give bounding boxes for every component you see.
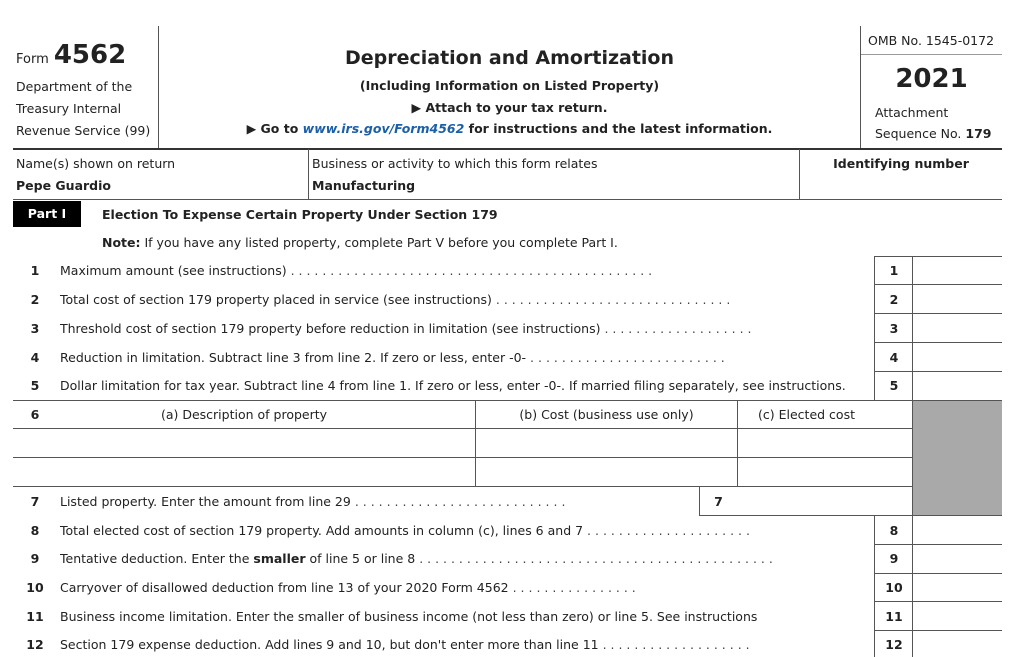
- identifying-number-label: Identifying number: [833, 156, 969, 171]
- dot-leader: . . . . . . . . . . . . . . . . . . .: [602, 637, 750, 652]
- line-2-amount[interactable]: [913, 285, 1002, 313]
- line-7-text: [60, 494, 565, 509]
- line-number: 9: [30, 551, 40, 566]
- dot-leader: . . . . . . . . . . . . . . . . . . . . . . . . .: [530, 350, 725, 365]
- line-number: 2: [30, 292, 40, 307]
- dept-line3: Revenue Service (99): [16, 123, 151, 138]
- dot-leader: . . . . . . . . . . . . . . . . . . . . .: [587, 523, 750, 538]
- line-9-amount[interactable]: [913, 545, 1002, 573]
- line-8-text: [60, 523, 750, 538]
- line-label: Threshold cost of section 179 property before reduction in limitation (see instructions): [60, 321, 601, 336]
- dot-leader: . . . . . . . . . . . . . . . . . . .: [604, 321, 752, 336]
- line-11-text: Business income limitation. Enter the smaller of business income (not less than zero) or line 5. See instructions: [60, 609, 758, 624]
- name-label: Name(s) shown on return: [16, 156, 176, 171]
- line-1-text: [60, 263, 652, 278]
- goto-suffix: for instructions and the latest information.: [464, 121, 773, 136]
- line-2-text: [60, 292, 730, 307]
- dept-line2: Treasury Internal: [16, 101, 122, 116]
- box-label: 5: [889, 378, 899, 393]
- identity-divider-1: [308, 149, 309, 199]
- line-5-amount[interactable]: [913, 372, 1002, 400]
- line-label: Section 179 expense deduction. Add lines 9 and 10, but don't enter more than line 11: [60, 637, 599, 652]
- line-label: Total cost of section 179 property placed in service (see instructions): [60, 292, 492, 307]
- attach-instruction: ▶ Attach to your tax return.: [411, 100, 608, 115]
- line-10-text: [60, 580, 636, 595]
- line-7-amount[interactable]: [738, 487, 912, 515]
- line-5-text: Dollar limitation for tax year. Subtract line 4 from line 1. If zero or less, enter -0-. If married filing separately, see instructions.: [60, 378, 846, 393]
- line-4-text: [60, 350, 725, 365]
- box-label: 12: [885, 637, 903, 652]
- box-label: 1: [889, 263, 899, 278]
- row-2-description[interactable]: [14, 458, 475, 486]
- goto-instruction: [159, 121, 860, 136]
- line-8-amount[interactable]: [913, 516, 1002, 544]
- line-label: Reduction in limitation. Subtract line 3 from line 2. If zero or less, enter -0-: [60, 350, 527, 365]
- col-b-header: (b) Cost (business use only): [519, 407, 694, 422]
- dot-leader: . . . . . . . . . . . . . . . . . . . . . . . . . . .: [354, 494, 566, 509]
- business-activity[interactable]: Manufacturing: [312, 178, 416, 193]
- line-11-amount[interactable]: [913, 602, 1002, 630]
- dept-line1: Department of the: [16, 79, 133, 94]
- line-number: 10: [26, 580, 44, 595]
- line-label: Carryover of disallowed deduction from line 13 of your 2020 Form 4562: [60, 580, 509, 595]
- form-number: 4562: [53, 40, 127, 70]
- shaded-area: [913, 401, 1002, 515]
- form-prefix: Form: [16, 52, 49, 67]
- part-badge: Part I: [13, 201, 81, 227]
- dot-leader: . . . . . . . . . . . . . . . . . . . . . . . . . . . . . . . . . . . . . . . . . . . . . .: [290, 263, 653, 278]
- line-label-post: of line 5 or line 8: [305, 551, 416, 566]
- box-label: 11: [885, 609, 903, 624]
- box-label: 8: [889, 523, 899, 538]
- box-label: 10: [885, 580, 903, 595]
- form-subtitle: (Including Information on Listed Property): [359, 78, 660, 93]
- line-5-bottom-rule: [13, 400, 1002, 401]
- line-label: Listed property. Enter the amount from line 29: [60, 494, 351, 509]
- sequence-text: Sequence No.: [875, 126, 962, 141]
- taxpayer-name[interactable]: Pepe Guardio: [16, 178, 111, 193]
- box-label: 4: [889, 350, 899, 365]
- row-1-cost[interactable]: [476, 429, 737, 457]
- line-1-amount[interactable]: [913, 257, 1002, 284]
- irs-form-link[interactable]: www.irs.gov/Form4562: [302, 121, 465, 136]
- identity-bottom-rule: [13, 199, 1002, 200]
- box-label: 7: [714, 494, 723, 509]
- line-label: Total elected cost of section 179 property. Add amounts in column (c), lines 6 and 7: [60, 523, 584, 538]
- line-12-amount[interactable]: [913, 631, 1002, 657]
- dot-leader: . . . . . . . . . . . . . . . . . . . . . . . . . . . . . .: [495, 292, 731, 307]
- note-label: Note:: [102, 235, 141, 250]
- line-label: Maximum amount (see instructions): [60, 263, 287, 278]
- line-number: 4: [30, 350, 40, 365]
- sequence-label: [875, 126, 991, 141]
- form-title: Depreciation and Amortization: [344, 47, 675, 69]
- tax-year: 2021: [895, 64, 968, 94]
- line-number: 3: [30, 321, 40, 336]
- header-bottom-rule: [13, 148, 1002, 150]
- line-label-pre: Tentative deduction. Enter the: [60, 551, 254, 566]
- line-number: 12: [26, 637, 44, 652]
- row-1-description[interactable]: [14, 429, 475, 457]
- omb-number: OMB No. 1545-0172: [868, 33, 995, 48]
- box-label: 9: [889, 551, 899, 566]
- part-note: [102, 235, 618, 250]
- dot-leader: . . . . . . . . . . . . . . . .: [512, 580, 636, 595]
- box-label: 3: [889, 321, 899, 336]
- line-9-text: [60, 551, 773, 566]
- line-number: 1: [30, 263, 40, 278]
- line-3-amount[interactable]: [913, 314, 1002, 342]
- line-number: 8: [30, 523, 40, 538]
- line-number: 7: [30, 494, 40, 509]
- dot-leader: . . . . . . . . . . . . . . . . . . . . . . . . . . . . . . . . . . . . . . . . . . . . .: [419, 551, 773, 566]
- row-2-elected[interactable]: [738, 458, 912, 486]
- goto-prefix: ▶ Go to: [246, 121, 303, 136]
- attachment-label: Attachment: [875, 105, 949, 120]
- form-label: [16, 40, 126, 70]
- part-title: Election To Expense Certain Property Under Section 179: [102, 207, 498, 222]
- line-10-amount[interactable]: [913, 574, 1002, 601]
- line-3-text: [60, 321, 751, 336]
- row-1-elected[interactable]: [738, 429, 912, 457]
- col-c-header: (c) Elected cost: [758, 407, 855, 422]
- omb-divider: [861, 54, 1002, 55]
- line-number: 11: [26, 609, 44, 624]
- line-label-bold: smaller: [253, 551, 306, 566]
- line-number: 6: [30, 407, 40, 422]
- row-2-cost[interactable]: [476, 458, 737, 486]
- business-label: Business or activity to which this form relates: [312, 156, 598, 171]
- note-text: If you have any listed property, complete Part V before you complete Part I.: [140, 235, 618, 250]
- line-4-amount[interactable]: [913, 343, 1002, 371]
- col-a-header: (a) Description of property: [160, 407, 328, 422]
- line-number: 5: [30, 378, 40, 393]
- sequence-number: 179: [965, 126, 992, 141]
- line-12-text: [60, 637, 750, 652]
- box-label: 2: [889, 292, 899, 307]
